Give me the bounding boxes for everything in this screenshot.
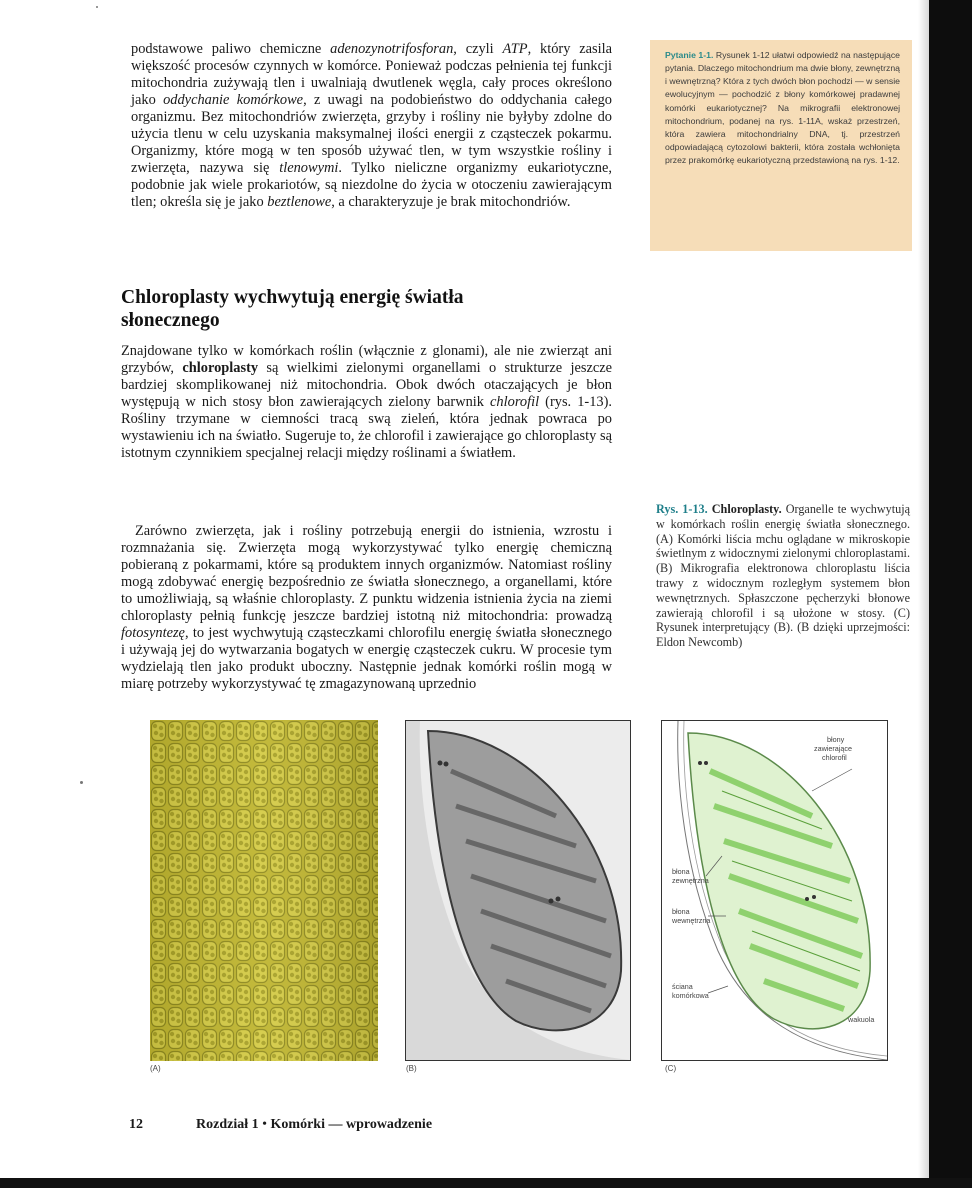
annotation-membranes: zawierające (814, 744, 852, 753)
figure-caption: Rys. 1-13. Chloroplasty. Organelle te wychwytują w komórkach roślin energię światła słonecznego. (A) Komórki liścia mchu oglądane w mikroskopie świetlnym z widocznymi zielonymi chloroplastami. (B) Mikrografia elektronowa chloroplastu liścia trawy z widocznym rozległym systemem błon wewnętrznych. Spłaszczone pęcherzyki błonowe zawierają chlorofil i są ułożone w stosy. (C) Rysunek interpretujący (B). (B dzięki uprzejmości: Eldon Newcomb) (656, 502, 910, 650)
annotation-outer-membrane: zewnętrzna (672, 876, 709, 885)
panel-label-b: (B) (406, 1064, 417, 1073)
scan-speck (80, 781, 83, 784)
chloroplast-paragraph-1: Znajdowane tylko w komórkach roślin (włącznie z glonami), ale nie zwierząt ani grzybów, chloroplasty są wielkimi zielonymi organellami o strukturze jeszcze bardziej skomplikowanej niż mitochondria. Obok dwóch otaczających je błon występują w nich stosy błon zawierających zielony barwnik chlorofil (rys. 1-13). Rośliny trzymane w ciemności tracą swą zieleń, która jednak powraca po wystawieniu ich na światło. Sugeruje to, że chlorofil i zawierające go chloroplasty są istotnym czynnikiem specjalnej relacji między roślinami a światłem. (121, 343, 612, 461)
chloroplast-diagram (661, 720, 888, 1061)
scan-speck (96, 6, 98, 8)
caption-title: Chloroplasty. (707, 502, 782, 516)
annotation-outer-membrane: błona (672, 867, 690, 876)
annotation-cell-wall: ściana (672, 982, 693, 991)
question-text: Pytanie 1-1. Rysunek 1-12 ułatwi odpowiedź na następujące pytania. Dlaczego mitochondrium ma dwie błony, zewnętrzną i wewnętrzną? Która z tych dwóch błon pochodzi — w sensie ewolucyjnym — pochodzić z błony komórkowej pradawnej komórki eukariotycznej? Na mikrografii elektronowej mitochondrium, podanej na rys. 1-11A, wskaż przestrzeń, która zawiera mitochondrialny DNA, tj. przestrzeń odpowiadającą cytozolowi bakterii, która została wchłonięta przez prakomórkę eukariotyczną przedstawioną na rys. 1-12. (665, 50, 900, 166)
running-footer: Rozdział 1 • Komórki — wprowadzenie (196, 1117, 433, 1132)
panel-label-a: (A) (150, 1064, 161, 1073)
page-edge-shadow (918, 0, 929, 1188)
em-image (406, 721, 630, 1060)
moss-leaf-micrograph (150, 720, 378, 1061)
section-heading: Chloroplasty wychwytują energię światła słonecznego (121, 287, 464, 331)
annotation-membranes: błony (827, 735, 845, 744)
intro-paragraph: podstawowe paliwo chemiczne adenozynotrifosforan, czyli ATP, który zasila większość procesów czynnych w komórce. Ponieważ podczas pełnienia tej funkcji mitochondria zużywają tlen i uwalniają dwutlenek węgla, cały proces określono jako oddychanie komórkowe, z uwagi na podobieństwo do oddychania całego organizmu. Bez mitochondriów zwierzęta, grzyby i rośliny nie byłyby zdolne do użycia tlenu w celu uzyskania maksymalnej ilości energii z cząsteczek pokarmu. Organizmy, które mogą w ten sposób używać tlen, w tym wszystkie rośliny i zwierzęta, nazywa się tlenowymi. Tylko nieliczne organizmy eukariotyczne, podobnie jak wiele prokariotów, są niezdolne do życia w otoczeniu zawierającym tlen; określa się je jako beztlenowe, a charakteryzuje je brak mitochondriów. (131, 41, 612, 210)
scan-border-bottom (0, 1178, 972, 1188)
diagram-image (662, 721, 887, 1060)
moss-micrograph-image (150, 720, 378, 1061)
page-number: 12 (129, 1117, 143, 1132)
chloroplast-electron-micrograph (405, 720, 631, 1061)
chloroplast-paragraph-2: Zarówno zwierzęta, jak i rośliny potrzebują energii do istnienia, wzrostu i rozmnażania się. Zwierzęta mogą wykorzystywać tylko energię chemiczną pobieraną z pokarmami, które są produktem innych organizmów. Natomiast rośliny mogą zdobywać energię bezpośrednio ze światła słonecznego, a organellami, które to umożliwiają, są właśnie chloroplasty. Z punktu widzenia istnienia życia na ziemi chloroplasty pełnią funkcję jeszcze bardziej istotną niż mitochondria: prowadzą fotosyntezę, to jest wychwytują cząsteczkami chlorofilu energię światła słonecznego i używają jej do wytwarzania bogatych w energię cząsteczek cukru. W procesie tym wydzielają tlen jako produkt uboczny. Następnie jednak komórki roślin mogą w miarę potrzeby wykorzystywać tę zmagazynowaną uprzednio (121, 523, 612, 692)
panel-label-c: (C) (665, 1064, 677, 1073)
annotation-inner-membrane: wewnętrzna (672, 916, 711, 925)
caption-label: Rys. 1-13. (656, 502, 708, 516)
annotation-inner-membrane: błona (672, 907, 690, 916)
annotation-vacuole: wakuola (848, 1015, 875, 1024)
question-label: Pytanie 1-1. (665, 50, 714, 60)
scan-border-right (929, 0, 972, 1188)
annotation-cell-wall: komórkowa (672, 991, 709, 1000)
annotation-membranes: chlorofil (822, 753, 847, 762)
